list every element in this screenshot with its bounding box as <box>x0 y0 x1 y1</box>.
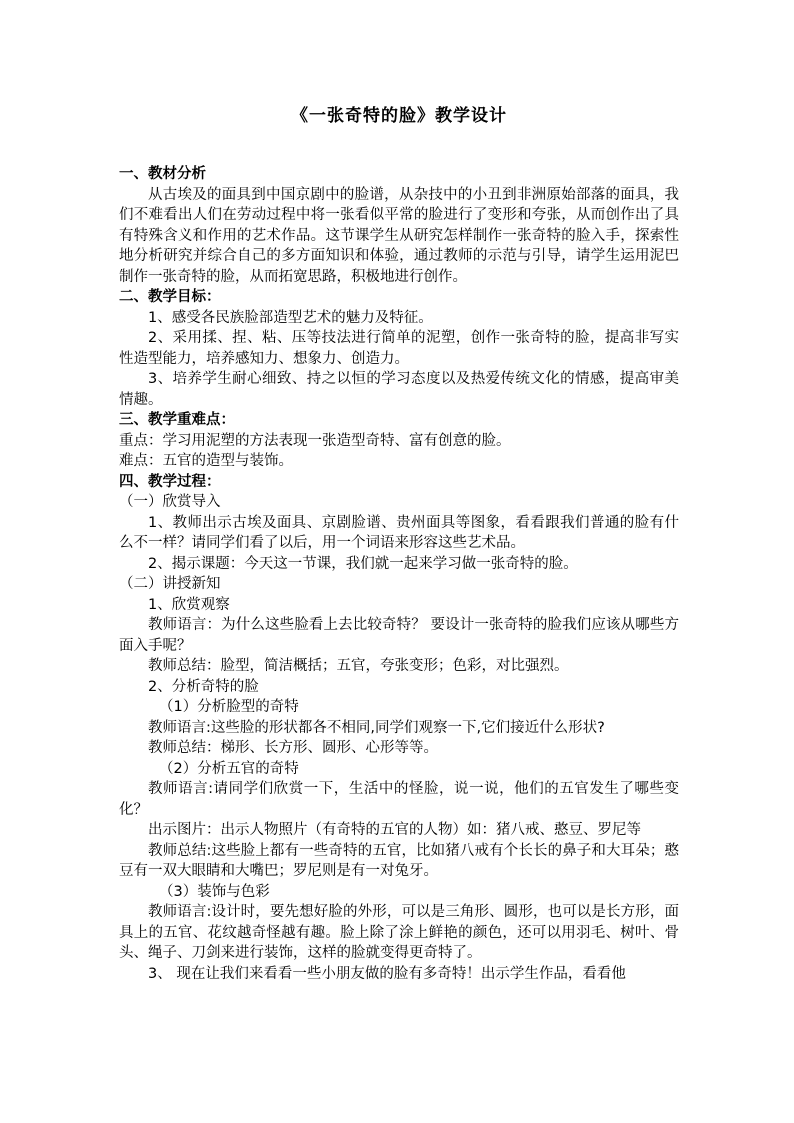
process-subtitle: 2、分析奇特的脸 <box>148 678 259 695</box>
process-subtitle: （2）分析五官的奇特 <box>159 760 299 777</box>
process-paragraph: 2、揭示课题：今天这一节课，我们就一起来学习做一张奇特的脸。 <box>148 555 578 572</box>
process-paragraph: 教师语言:设计时，要先想好脸的外形，可以是三角形、圆形，也可以是长方形，面具上的五官、花纹越奇怪越有趣。脸上除了涂上鲜艳的颜色，还可以用羽毛、树叶、骨头、绳子、刀剑来进行装饰，这样的脸就变得更奇特了。 <box>119 904 679 961</box>
process-paragraph: 1、教师出示古埃及面具、京剧脸谱、贵州面具等图象，看看跟我们普通的脸有什么不一样？请同学们看了以后，用一个词语来形容这些艺术品。 <box>119 514 679 551</box>
process-paragraph: 教师语言:这些脸的形状都各不相同,同学们观察一下,它们接近什么形状? <box>148 719 605 736</box>
key-point: 重点：学习用泥塑的方法表现一张造型奇特、富有创意的脸。 <box>119 432 511 449</box>
section-heading-keypoints: 三、教学重难点： <box>119 412 235 428</box>
difficult-point: 难点：五官的造型与装饰。 <box>119 453 293 469</box>
document-title: 《一张奇特的脸》教学设计 <box>291 106 507 126</box>
process-subtitle: （3）装饰与色彩 <box>159 883 270 900</box>
process-subtitle: 1、欣赏观察 <box>148 596 230 613</box>
process-subtitle: （1）分析脸型的奇特 <box>159 699 299 715</box>
process-paragraph: 教师总结：脸型，简洁概括；五官，夸张变形；色彩，对比强烈。 <box>148 658 569 674</box>
process-paragraph: 3、 现在让我们来看看一些小朋友做的脸有多奇特！出示学生作品，看看他 <box>148 965 626 982</box>
process-paragraph: 教师语言：为什么这些脸看上去比较奇特？ 要设计一张奇特的脸我们应该从哪些方面入手呢？ <box>119 617 679 654</box>
document-page <box>119 104 679 984</box>
goal-item: 2、采用揉、捏、粘、压等技法进行简单的泥塑，创作一张奇特的脸，提高非写实性造型能力，培养感知力、想象力、创造力。 <box>119 330 679 367</box>
analysis-paragraph: 从古埃及的面具到中国京剧中的脸谱，从杂技中的小丑到非洲原始部落的面具，我们不难看出人们在劳动过程中将一张看似平常的脸进行了变形和夸张，从而创作出了具有特殊含义和作用的艺术作品。这节课学生从研究怎样制作一张奇特的脸入手，探索性地分析研究并综合自己的多方面知识和体验，通过教师的示范与引导，请学生运用泥巴制作一张奇特的脸，从而拓宽思路，积极地进行创作。 <box>119 186 679 285</box>
section-heading-process: 四、教学过程： <box>119 473 221 490</box>
process-paragraph: 教师总结：梯形、长方形、圆形、心形等等。 <box>148 740 438 756</box>
process-paragraph: 教师语言:请同学们欣赏一下，生活中的怪脸，说一说，他们的五官发生了哪些变化？ <box>119 781 679 818</box>
process-part-title: （二）讲授新知 <box>119 576 221 592</box>
goal-item: 1、感受各民族脸部造型艺术的魅力及特征。 <box>148 309 433 326</box>
process-paragraph: 教师总结:这些脸上都有一些奇特的五官，比如猪八戒有个长长的鼻子和大耳朵；憨豆有一双大眼睛和大嘴巴；罗尼则是有一对兔牙。 <box>119 842 679 879</box>
goal-item: 3、培养学生耐心细致、持之以恒的学习态度以及热爱传统文化的情感，提高审美情趣。 <box>119 371 679 408</box>
process-paragraph: 出示图片：出示人物照片（有奇特的五官的人物）如：猪八戒、憨豆、罗尼等 <box>148 822 641 838</box>
process-part-title: （一）欣赏导入 <box>119 494 221 510</box>
section-heading-analysis: 一、教材分析 <box>119 166 206 182</box>
section-heading-goals: 二、教学目标： <box>119 289 221 305</box>
